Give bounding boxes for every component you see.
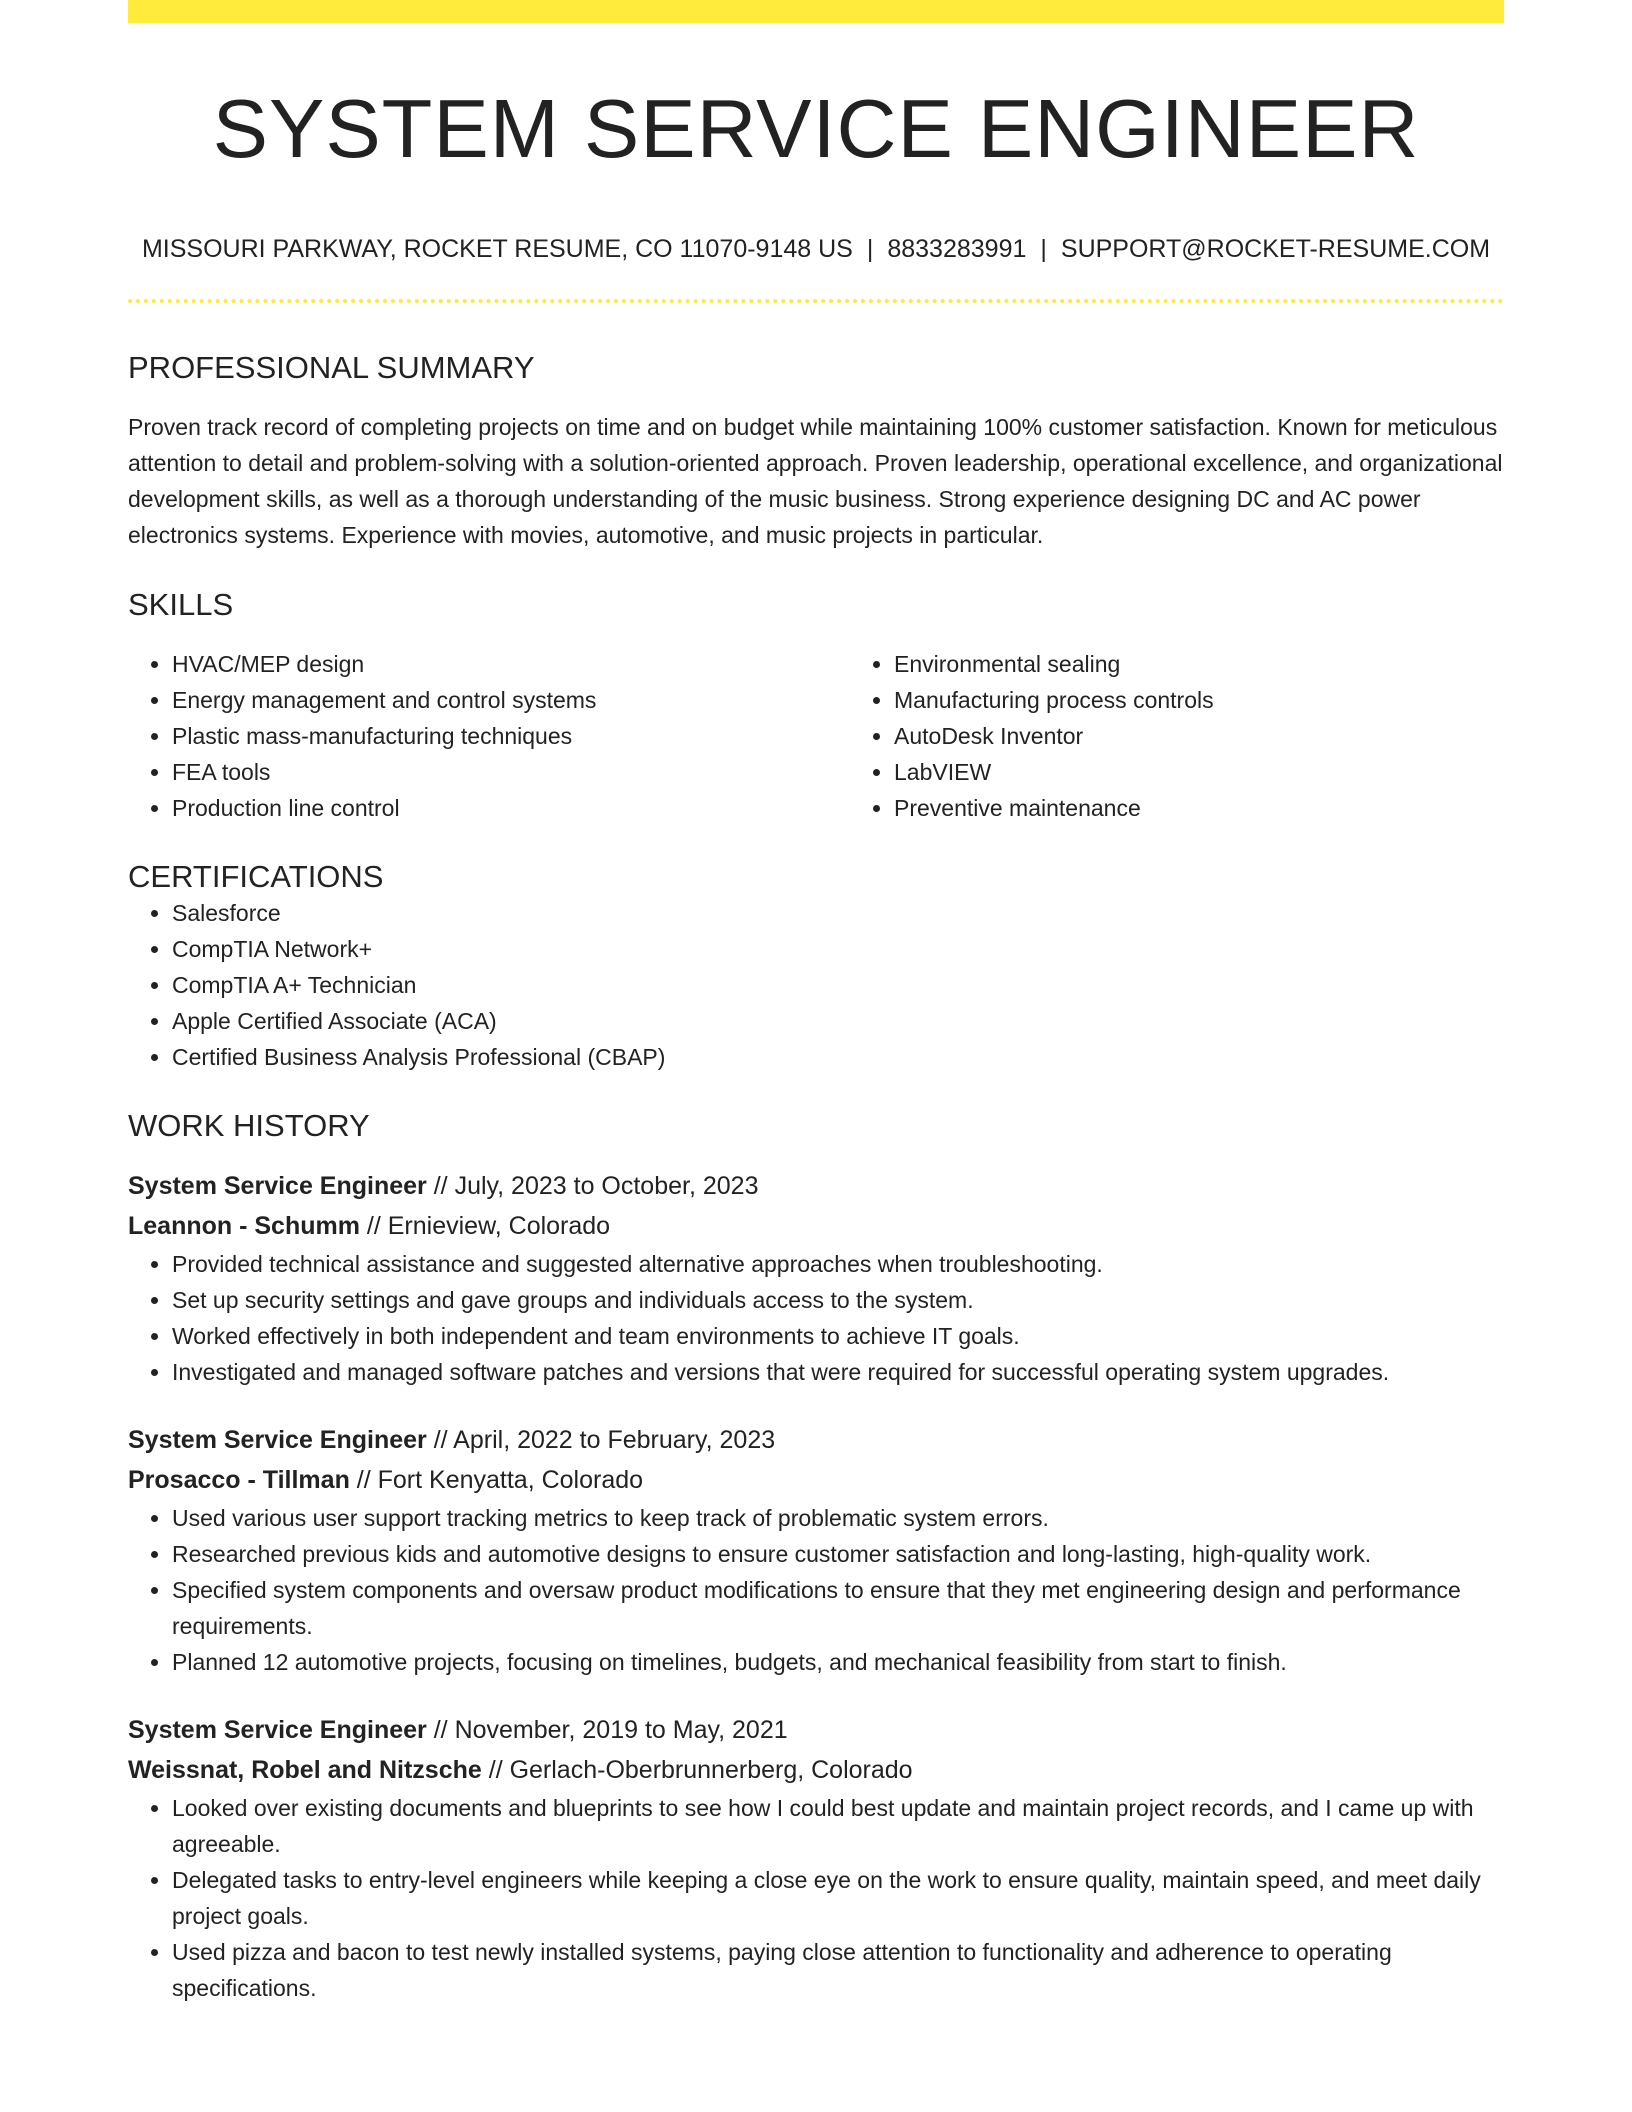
job-role: System Service Engineer <box>128 1172 427 1201</box>
resume-page <box>128 0 1504 2006</box>
job-bullet: • Set up security settings and gave groups and individuals access to the system. <box>172 1282 1504 1318</box>
job-role-line <box>128 1710 1504 1750</box>
skill-item: • Plastic mass-manufacturing techniques <box>172 718 850 754</box>
skill-item: • HVAC/MEP design <box>172 646 850 682</box>
certification-item: • Certified Business Analysis Professional (CBAP) <box>172 1039 1504 1075</box>
job-role-line <box>128 1166 1504 1206</box>
job-bullets <box>128 1246 1504 1390</box>
certifications-list <box>128 895 1504 1075</box>
job-bullet: • Planned 12 automotive projects, focusing on timelines, budgets, and mechanical feasibility from start to finish. <box>172 1644 1504 1680</box>
job-location: // Ernieview, Colorado <box>359 1212 611 1241</box>
job-bullet: • Worked effectively in both independent and team environments to achieve IT goals. <box>172 1318 1504 1354</box>
job-bullet: • Used pizza and bacon to test newly installed systems, paying close attention to functionality and adherence to operating specifications. <box>172 1934 1504 2006</box>
job-role-line <box>128 1420 1504 1460</box>
job-bullet: • Researched previous kids and automotive designs to ensure customer satisfaction and long-lasting, high-quality work. <box>172 1536 1504 1572</box>
job-company-line <box>128 1460 1504 1500</box>
job-company-line <box>128 1206 1504 1246</box>
contact-phone: 8833283991 <box>887 235 1027 264</box>
certification-item: • Apple Certified Associate (ACA) <box>172 1003 1504 1039</box>
job-dates: // April, 2022 to February, 2023 <box>426 1426 776 1455</box>
job-bullet: • Provided technical assistance and suggested alternative approaches when troubleshooting. <box>172 1246 1504 1282</box>
certification-item: • CompTIA Network+ <box>172 931 1504 967</box>
job-bullet: • Delegated tasks to entry-level engineers while keeping a close eye on the work to ensure quality, maintain speed, and meet daily project goals. <box>172 1862 1504 1934</box>
certifications-heading: CERTIFICATIONS <box>128 858 384 894</box>
contact-email: SUPPORT@ROCKET-RESUME.COM <box>1060 235 1491 264</box>
skills-list-right <box>850 646 1572 826</box>
certification-item: • Salesforce <box>172 895 1504 931</box>
skill-item: • Manufacturing process controls <box>894 682 1572 718</box>
skill-item: • Energy management and control systems <box>172 682 850 718</box>
job-bullet: • Used various user support tracking metrics to keep track of problematic system errors. <box>172 1500 1504 1536</box>
job-bullets <box>128 1790 1504 2006</box>
skill-item: • Production line control <box>172 790 850 826</box>
contact-line <box>128 234 1504 264</box>
skill-item: • LabVIEW <box>894 754 1572 790</box>
skills-heading: SKILLS <box>128 587 234 623</box>
job-company: Prosacco - Tillman <box>128 1466 350 1495</box>
skills-columns <box>128 646 1504 826</box>
job-dates: // July, 2023 to October, 2023 <box>426 1172 759 1201</box>
summary-heading: PROFESSIONAL SUMMARY <box>128 350 535 386</box>
job-bullet: • Investigated and managed software patches and versions that were required for successful operating system upgrades. <box>172 1354 1504 1390</box>
job-entry <box>128 1166 1504 1390</box>
resume-title: SYSTEM SERVICE ENGINEER <box>212 82 1420 175</box>
contact-separator: | <box>1040 235 1047 264</box>
job-company: Leannon - Schumm <box>128 1212 360 1241</box>
dotted-divider <box>128 299 1504 303</box>
job-company-line <box>128 1750 1504 1790</box>
skill-item: • Preventive maintenance <box>894 790 1572 826</box>
job-location: // Gerlach-Oberbrunnerberg, Colorado <box>481 1756 913 1785</box>
contact-separator: | <box>866 235 874 264</box>
accent-bar <box>128 0 1504 23</box>
job-bullet: • Specified system components and oversaw product modifications to ensure that they met engineering design and performance requirements. <box>172 1572 1504 1644</box>
job-bullets <box>128 1500 1504 1680</box>
skills-list-left <box>128 646 850 826</box>
skill-item: • AutoDesk Inventor <box>894 718 1572 754</box>
skill-item: • Environmental sealing <box>894 646 1572 682</box>
job-bullet: • Looked over existing documents and blueprints to see how I could best update and maintain project records, and I came up with agreeable. <box>172 1790 1504 1862</box>
job-entry <box>128 1420 1504 1680</box>
contact-address: MISSOURI PARKWAY, ROCKET RESUME, CO 11070-9148 US <box>141 235 853 264</box>
skill-item: • FEA tools <box>172 754 850 790</box>
job-dates: // November, 2019 to May, 2021 <box>426 1716 788 1745</box>
job-role: System Service Engineer <box>128 1426 427 1455</box>
job-role: System Service Engineer <box>128 1716 427 1745</box>
job-entry <box>128 1710 1504 2006</box>
job-location: // Fort Kenyatta, Colorado <box>349 1466 644 1495</box>
summary-text: Proven track record of completing projects on time and on budget while maintaining 100% customer satisfaction. Known for meticulous attention to detail and problem-solving with a solution-oriented approach. Proven leadership, operational excellence, and organizational development skills, as well as a thorough understanding of the music business. Strong experience designing DC and AC power electronics systems. Experience with movies, automotive, and music projects in particular. <box>128 414 1503 549</box>
work-history-heading: WORK HISTORY <box>128 1107 370 1143</box>
job-company: Weissnat, Robel and Nitzsche <box>128 1756 482 1785</box>
certification-item: • CompTIA A+ Technician <box>172 967 1504 1003</box>
